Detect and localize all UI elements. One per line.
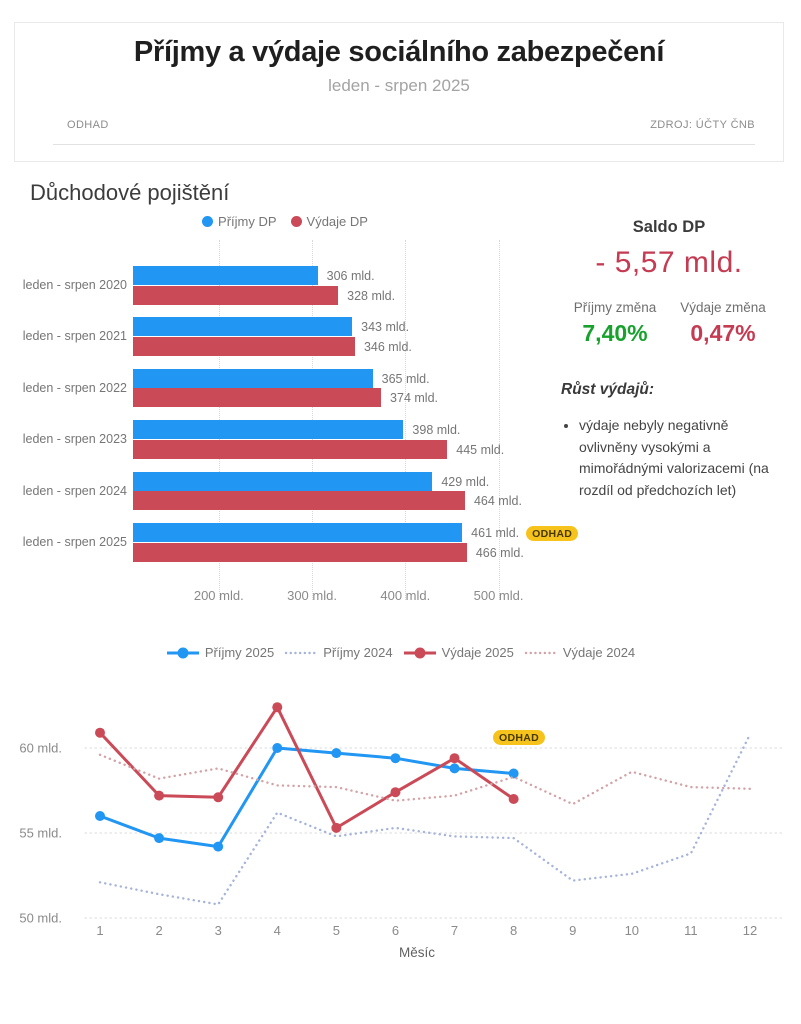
bar-value-label: 466 mld. — [475, 545, 524, 560]
estimate-flag-label: ODHAD — [67, 119, 109, 131]
series-point-p-jmy-2025 — [450, 763, 460, 773]
bar-v-daje-dp — [133, 491, 465, 510]
bar-value-label: 445 mld. — [456, 442, 505, 457]
legend-marker-icon — [166, 647, 200, 659]
source-label: ZDROJ: ÚČTY ČNB — [650, 119, 755, 131]
bar-value-label: 306 mld. — [326, 269, 375, 283]
bar-v-daje-dp — [133, 337, 355, 356]
line-x-tick-label: 12 — [742, 923, 758, 938]
series-point-p-jmy-2025 — [154, 833, 164, 843]
header-card — [14, 22, 784, 162]
line-x-tick-label: 2 — [155, 923, 163, 938]
note-bullet: • výdaje nebyly negativně ovlivněny vysokými a mimořádnými valorizacemi (na rozdíl od předchozích let) — [579, 415, 777, 502]
line-x-tick-label: 6 — [391, 923, 400, 938]
page-subtitle: leden - srpen 2025 — [328, 76, 470, 95]
income-change — [561, 300, 669, 347]
line-x-tick-label: 9 — [569, 923, 577, 938]
bar-value-label: 429 mld. — [441, 474, 490, 489]
legend-label: Příjmy DP — [218, 214, 277, 229]
line-x-tick-label: 3 — [214, 923, 222, 938]
series-point-v-daje-2025 — [331, 823, 341, 833]
series-point-v-daje-2025 — [390, 787, 400, 797]
bar-value-label: 343 mld. — [361, 320, 410, 335]
bar-category-label: leden - srpen 2025 — [22, 535, 127, 549]
expense-change — [669, 300, 777, 347]
line-y-tick-label: 50 mld. — [19, 910, 62, 926]
bar-x-tick-label: 500 mld. — [473, 588, 524, 603]
bar-category-label: leden - srpen 2024 — [22, 483, 127, 498]
line-x-tick-label: 1 — [96, 923, 104, 938]
bar-v-daje-dp — [133, 286, 338, 305]
legend-label: Příjmy 2025 — [204, 645, 275, 660]
bar-p-jmy-dp — [133, 369, 373, 388]
line-y-tick-label: 55 mld. — [19, 825, 62, 841]
bar-value-label: 328 mld. — [347, 288, 396, 303]
bar-value-label: 365 mld. — [381, 371, 430, 386]
legend-dot-icon — [291, 216, 302, 227]
bar-p-jmy-dp — [133, 523, 462, 542]
series-point-p-jmy-2025 — [95, 811, 105, 821]
legend-marker-icon — [403, 647, 437, 659]
series-point-v-daje-2025 — [509, 794, 519, 804]
bar-x-tick-label: 200 mld. — [193, 588, 244, 603]
line-y-tick-label: 60 mld. — [19, 740, 62, 756]
monthly-line-chart — [0, 670, 801, 970]
line-x-tick-label: 10 — [624, 923, 640, 938]
bar-p-jmy-dp — [133, 472, 432, 491]
bar-category-label: leden - srpen 2020 — [22, 278, 127, 292]
line-x-axis-label: Měsíc — [398, 945, 436, 960]
bar-p-jmy-dp — [133, 420, 403, 439]
note-title: Růst výdajů: — [561, 381, 655, 398]
series-point-v-daje-2025 — [213, 792, 223, 802]
income-change-label: Příjmy změna — [573, 300, 657, 315]
bar-x-tick-label: 300 mld. — [287, 588, 337, 603]
bar-p-jmy-dp — [133, 317, 352, 336]
line-x-tick-label: 4 — [273, 923, 281, 938]
bar-v-daje-dp — [133, 388, 381, 407]
bar-category-label: leden - srpen 2022 — [22, 380, 127, 395]
bar-value-label: 464 mld. — [473, 494, 522, 509]
change-row — [561, 300, 777, 347]
legend-label: Výdaje 2024 — [562, 645, 636, 660]
bar-chart-legend — [0, 214, 570, 229]
series-point-v-daje-2025 — [154, 791, 164, 801]
note-list — [565, 415, 777, 502]
bar-value-label: 374 mld. — [390, 391, 438, 406]
series-point-v-daje-2025 — [450, 753, 460, 763]
bar-chart-estimate-badge: ODHAD — [526, 526, 578, 541]
bar-gridline — [312, 240, 313, 600]
series-point-p-jmy-2025 — [272, 743, 282, 753]
legend-label: Výdaje DP — [306, 214, 368, 229]
legend-marker-icon — [524, 647, 558, 659]
bar-gridline — [405, 240, 406, 600]
line-x-tick-label: 8 — [510, 923, 518, 938]
saldo-value: - 5,57 mld. — [595, 246, 743, 279]
legend-label: Výdaje 2025 — [441, 645, 514, 660]
bar-v-daje-dp — [133, 440, 447, 459]
series-point-p-jmy-2025 — [213, 842, 223, 852]
income-change-value: 7,40% — [582, 320, 648, 346]
bar-value-label: 346 mld. — [363, 339, 412, 354]
series-point-v-daje-2025 — [95, 728, 105, 738]
line-x-tick-label: 5 — [332, 923, 340, 938]
bar-category-label: leden - srpen 2023 — [22, 432, 127, 447]
bar-value-label: 398 mld. — [412, 423, 461, 438]
series-point-p-jmy-2025 — [509, 769, 519, 779]
bar-x-tick-label: 400 mld. — [380, 588, 431, 603]
bar-p-jmy-dp — [133, 266, 318, 285]
bar-gridline — [219, 240, 220, 600]
header-meta-row — [67, 119, 755, 131]
line-x-tick-label: 7 — [450, 923, 459, 938]
section-title-pension: Důchodové pojištění — [30, 180, 230, 205]
line-x-tick-label: 11 — [684, 923, 698, 938]
stats-panel — [561, 218, 777, 502]
legend-label: Příjmy 2024 — [323, 645, 393, 660]
legend-item-v-daje-dp — [291, 214, 368, 229]
bar-gridline — [499, 240, 500, 600]
series-point-p-jmy-2025 — [331, 748, 341, 758]
bar-v-daje-dp — [133, 543, 467, 562]
legend-marker-icon — [284, 647, 318, 659]
bar-category-label: leden - srpen 2021 — [22, 329, 127, 344]
series-point-v-daje-2025 — [272, 702, 282, 712]
legend-item-v-daje-2024 — [524, 645, 635, 660]
legend-item-p-jmy-2025 — [166, 645, 274, 660]
line-chart-legend — [0, 645, 801, 660]
legend-item-p-jmy-dp — [202, 214, 277, 229]
saldo-label: Saldo DP — [632, 218, 706, 236]
line-chart-estimate-badge: ODHAD — [493, 730, 545, 745]
legend-dot-icon — [202, 216, 213, 227]
expense-change-value: 0,47% — [690, 320, 756, 346]
legend-item-p-jmy-2024 — [284, 645, 392, 660]
legend-item-v-daje-2025 — [403, 645, 514, 660]
series-line-p-jmy-2024 — [100, 734, 750, 904]
expense-change-label: Výdaje změna — [680, 300, 766, 315]
header-divider — [53, 144, 755, 145]
bar-value-label: 461 mld. ODHAD — [471, 526, 578, 541]
series-point-p-jmy-2025 — [390, 753, 400, 763]
page-title: Příjmy a výdaje sociálního zabezpečení — [133, 36, 665, 68]
